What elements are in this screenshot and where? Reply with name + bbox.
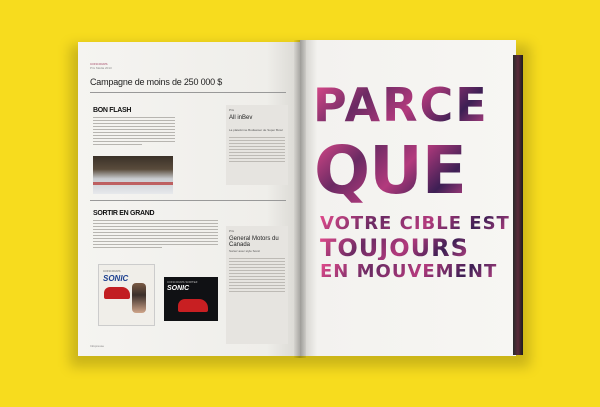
red-car-image bbox=[104, 287, 130, 299]
award-box-1-text bbox=[229, 137, 285, 164]
sonic-ad-2-logo: SONIC bbox=[167, 285, 190, 292]
award-box-2-text bbox=[229, 258, 285, 294]
headline-que: QUE bbox=[314, 132, 466, 209]
award-box-1-subhead: La plateforme Budweiser de Super Bowl bbox=[229, 128, 283, 132]
section-title: Campagne de moins de 250 000 $ bbox=[90, 77, 223, 87]
header-line-2: Prix Média 2013 bbox=[90, 66, 112, 70]
page-header bbox=[90, 62, 112, 70]
sonic-ad-1-tag: CONCOURS bbox=[103, 269, 121, 273]
sonic-ad-2-tag: CONCOURS SORTEZ bbox=[167, 280, 198, 284]
headline-parce: PARCE bbox=[313, 78, 489, 132]
award-box-2-subhead: Sortez avec style Sonic bbox=[229, 249, 261, 253]
gutter-shadow bbox=[294, 40, 306, 358]
award-box-2-name: General Motors du Canada bbox=[229, 236, 279, 248]
headline-votre-cible: VOTRE CIBLE EST bbox=[320, 213, 510, 234]
mid-rule bbox=[90, 200, 286, 201]
award-box-2-label: Prix bbox=[229, 229, 235, 233]
headline-toujours: TOUJOURS bbox=[320, 234, 469, 262]
person-image bbox=[132, 283, 146, 313]
header-line-1: CONCOURS bbox=[90, 62, 108, 66]
story-2-text bbox=[93, 220, 218, 250]
sonic-ad-1-logo: SONIC bbox=[103, 274, 129, 283]
sonic-ad-2 bbox=[164, 277, 218, 321]
award-box-1-name: All inBev bbox=[229, 115, 253, 121]
title-rule bbox=[90, 92, 286, 93]
page-footer: Infopresse bbox=[90, 344, 105, 348]
headline-en-mouvement: EN MOUVEMENT bbox=[320, 261, 498, 282]
award-box-1 bbox=[226, 105, 288, 185]
page-edge bbox=[513, 55, 523, 355]
story-1-title: BON FLASH bbox=[93, 107, 132, 114]
red-car-image-2 bbox=[178, 299, 208, 312]
award-box-2 bbox=[226, 226, 288, 344]
story-1-text bbox=[93, 117, 175, 147]
award-box-1-label: Prix bbox=[229, 108, 235, 112]
hockey-photo bbox=[93, 156, 173, 194]
story-2-title: SORTIR EN GRAND bbox=[93, 210, 155, 217]
sonic-ad-1 bbox=[98, 264, 155, 326]
